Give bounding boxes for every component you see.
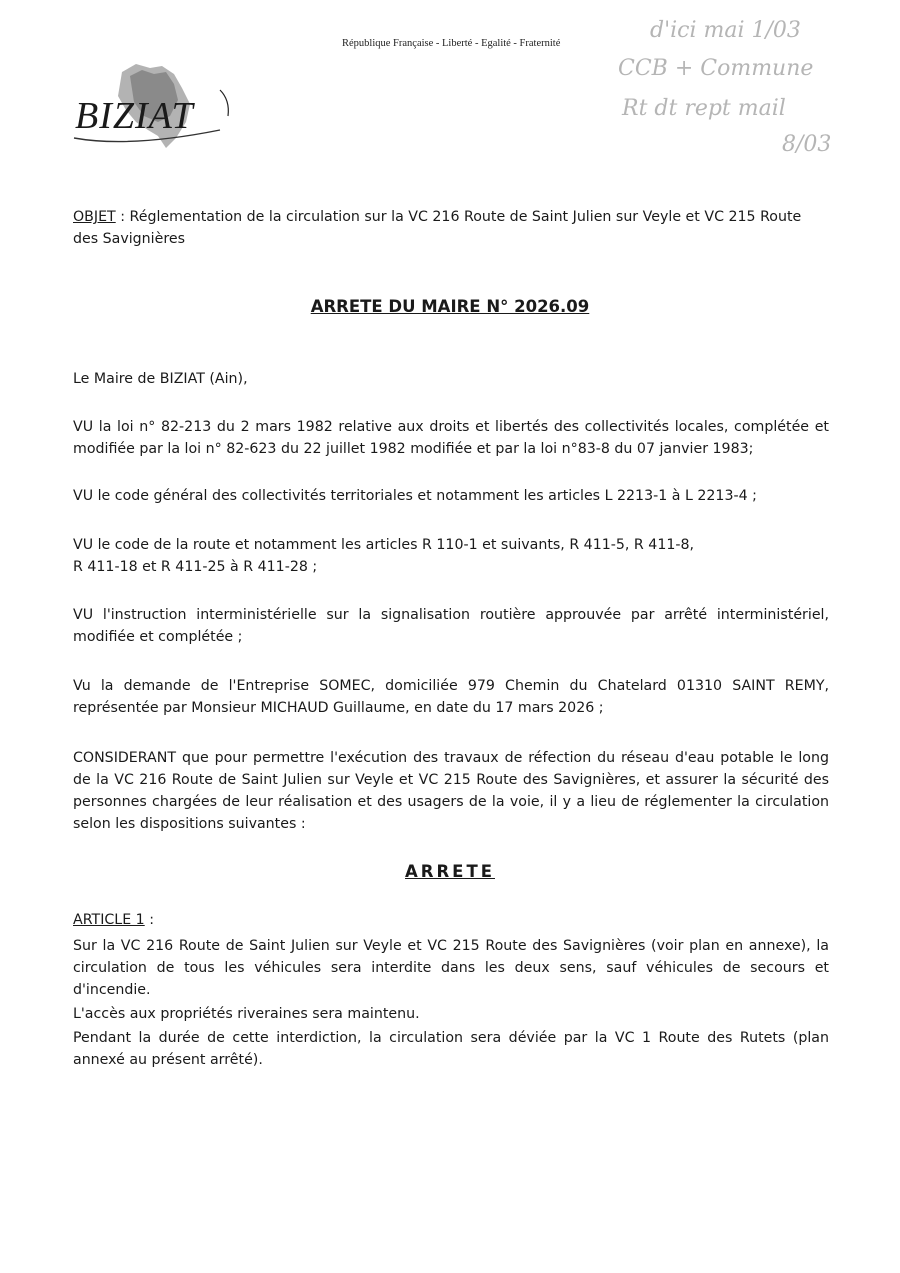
article-1-paragraph: L'accès aux propriétés riveraines sera maintenu. bbox=[73, 1006, 420, 1022]
logo-text: BIZIAT bbox=[75, 95, 194, 137]
article-1-label: ARTICLE 1 bbox=[73, 912, 145, 928]
consideration-6: CONSIDERANT que pour permettre l'exécution des travaux de réfection du réseau d'eau potable le long de la VC 216 Route de Saint Julien sur Veyle et VC 215 Route des Savignières, et assurer la sécurité des personnes chargées de leur réalisation et des usagers de la voie, il y a lieu de réglementer la circulation selon les dispositions suivantes : bbox=[73, 750, 829, 832]
republic-motto: République Française - Liberté - Egalité - Fraternité bbox=[342, 38, 561, 49]
handwritten-note-line: 8/03 bbox=[782, 132, 832, 157]
arrete-heading: ARRETE bbox=[405, 862, 495, 881]
objet-label: OBJET bbox=[73, 209, 116, 225]
consideration-3: VU le code de la route et notamment les articles R 110-1 et suivants, R 411-5, R 411-8, bbox=[73, 537, 695, 553]
consideration-3-cont: R 411-18 et R 411-25 à R 411-28 ; bbox=[73, 559, 318, 575]
article-1-paragraph: Pendant la durée de cette interdiction, la circulation sera déviée par la VC 1 Route des Rutets (plan annexé au présent arrêté). bbox=[73, 1030, 829, 1068]
handwritten-note-line: CCB + Commune bbox=[618, 56, 814, 81]
consideration-4: VU l'instruction interministérielle sur la signalisation routière approuvée par arrêté interministériel, modifiée et complétée ; bbox=[73, 607, 829, 645]
handwritten-note-line: d'ici mai 1/03 bbox=[650, 18, 801, 43]
consideration-1: VU la loi n° 82-213 du 2 mars 1982 relative aux droits et libertés des collectivités locales, complétée et modifiée par la loi n° 82-623 du 22 juillet 1982 modifiée et par la loi n°83-8 du 07 janvier 1983; bbox=[73, 419, 829, 457]
objet-section bbox=[73, 206, 829, 250]
article-1-paragraph: Sur la VC 216 Route de Saint Julien sur Veyle et VC 215 Route des Savignières (voir plan en annexe), la circulation de tous les véhicules sera interdite dans les deux sens, sauf véhicules de secours et d'incendie. bbox=[73, 938, 829, 998]
article-1-heading bbox=[73, 909, 829, 931]
handwritten-note-line: Rt dt rept mail bbox=[622, 96, 786, 121]
objet-separator: : bbox=[115, 209, 130, 225]
intro-text: Le Maire de BIZIAT (Ain), bbox=[73, 371, 248, 387]
article-1-separator: : bbox=[144, 912, 154, 928]
consideration-5: Vu la demande de l'Entreprise SOMEC, domiciliée 979 Chemin du Chatelard 01310 SAINT REMY, représentée par Monsieur MICHAUD Guillaume, en date du 17 mars 2026 ; bbox=[73, 678, 829, 716]
handwritten-notes bbox=[600, 18, 890, 168]
consideration-2: VU le code général des collectivités territoriales et notamment les articles L 2213-1 à L 2213-4 ; bbox=[73, 488, 757, 504]
decree-title: ARRETE DU MAIRE N° 2026.09 bbox=[310, 297, 590, 316]
objet-text: Réglementation de la circulation sur la VC 216 Route de Saint Julien sur Veyle et VC 215 Route des Savignières bbox=[73, 209, 802, 247]
